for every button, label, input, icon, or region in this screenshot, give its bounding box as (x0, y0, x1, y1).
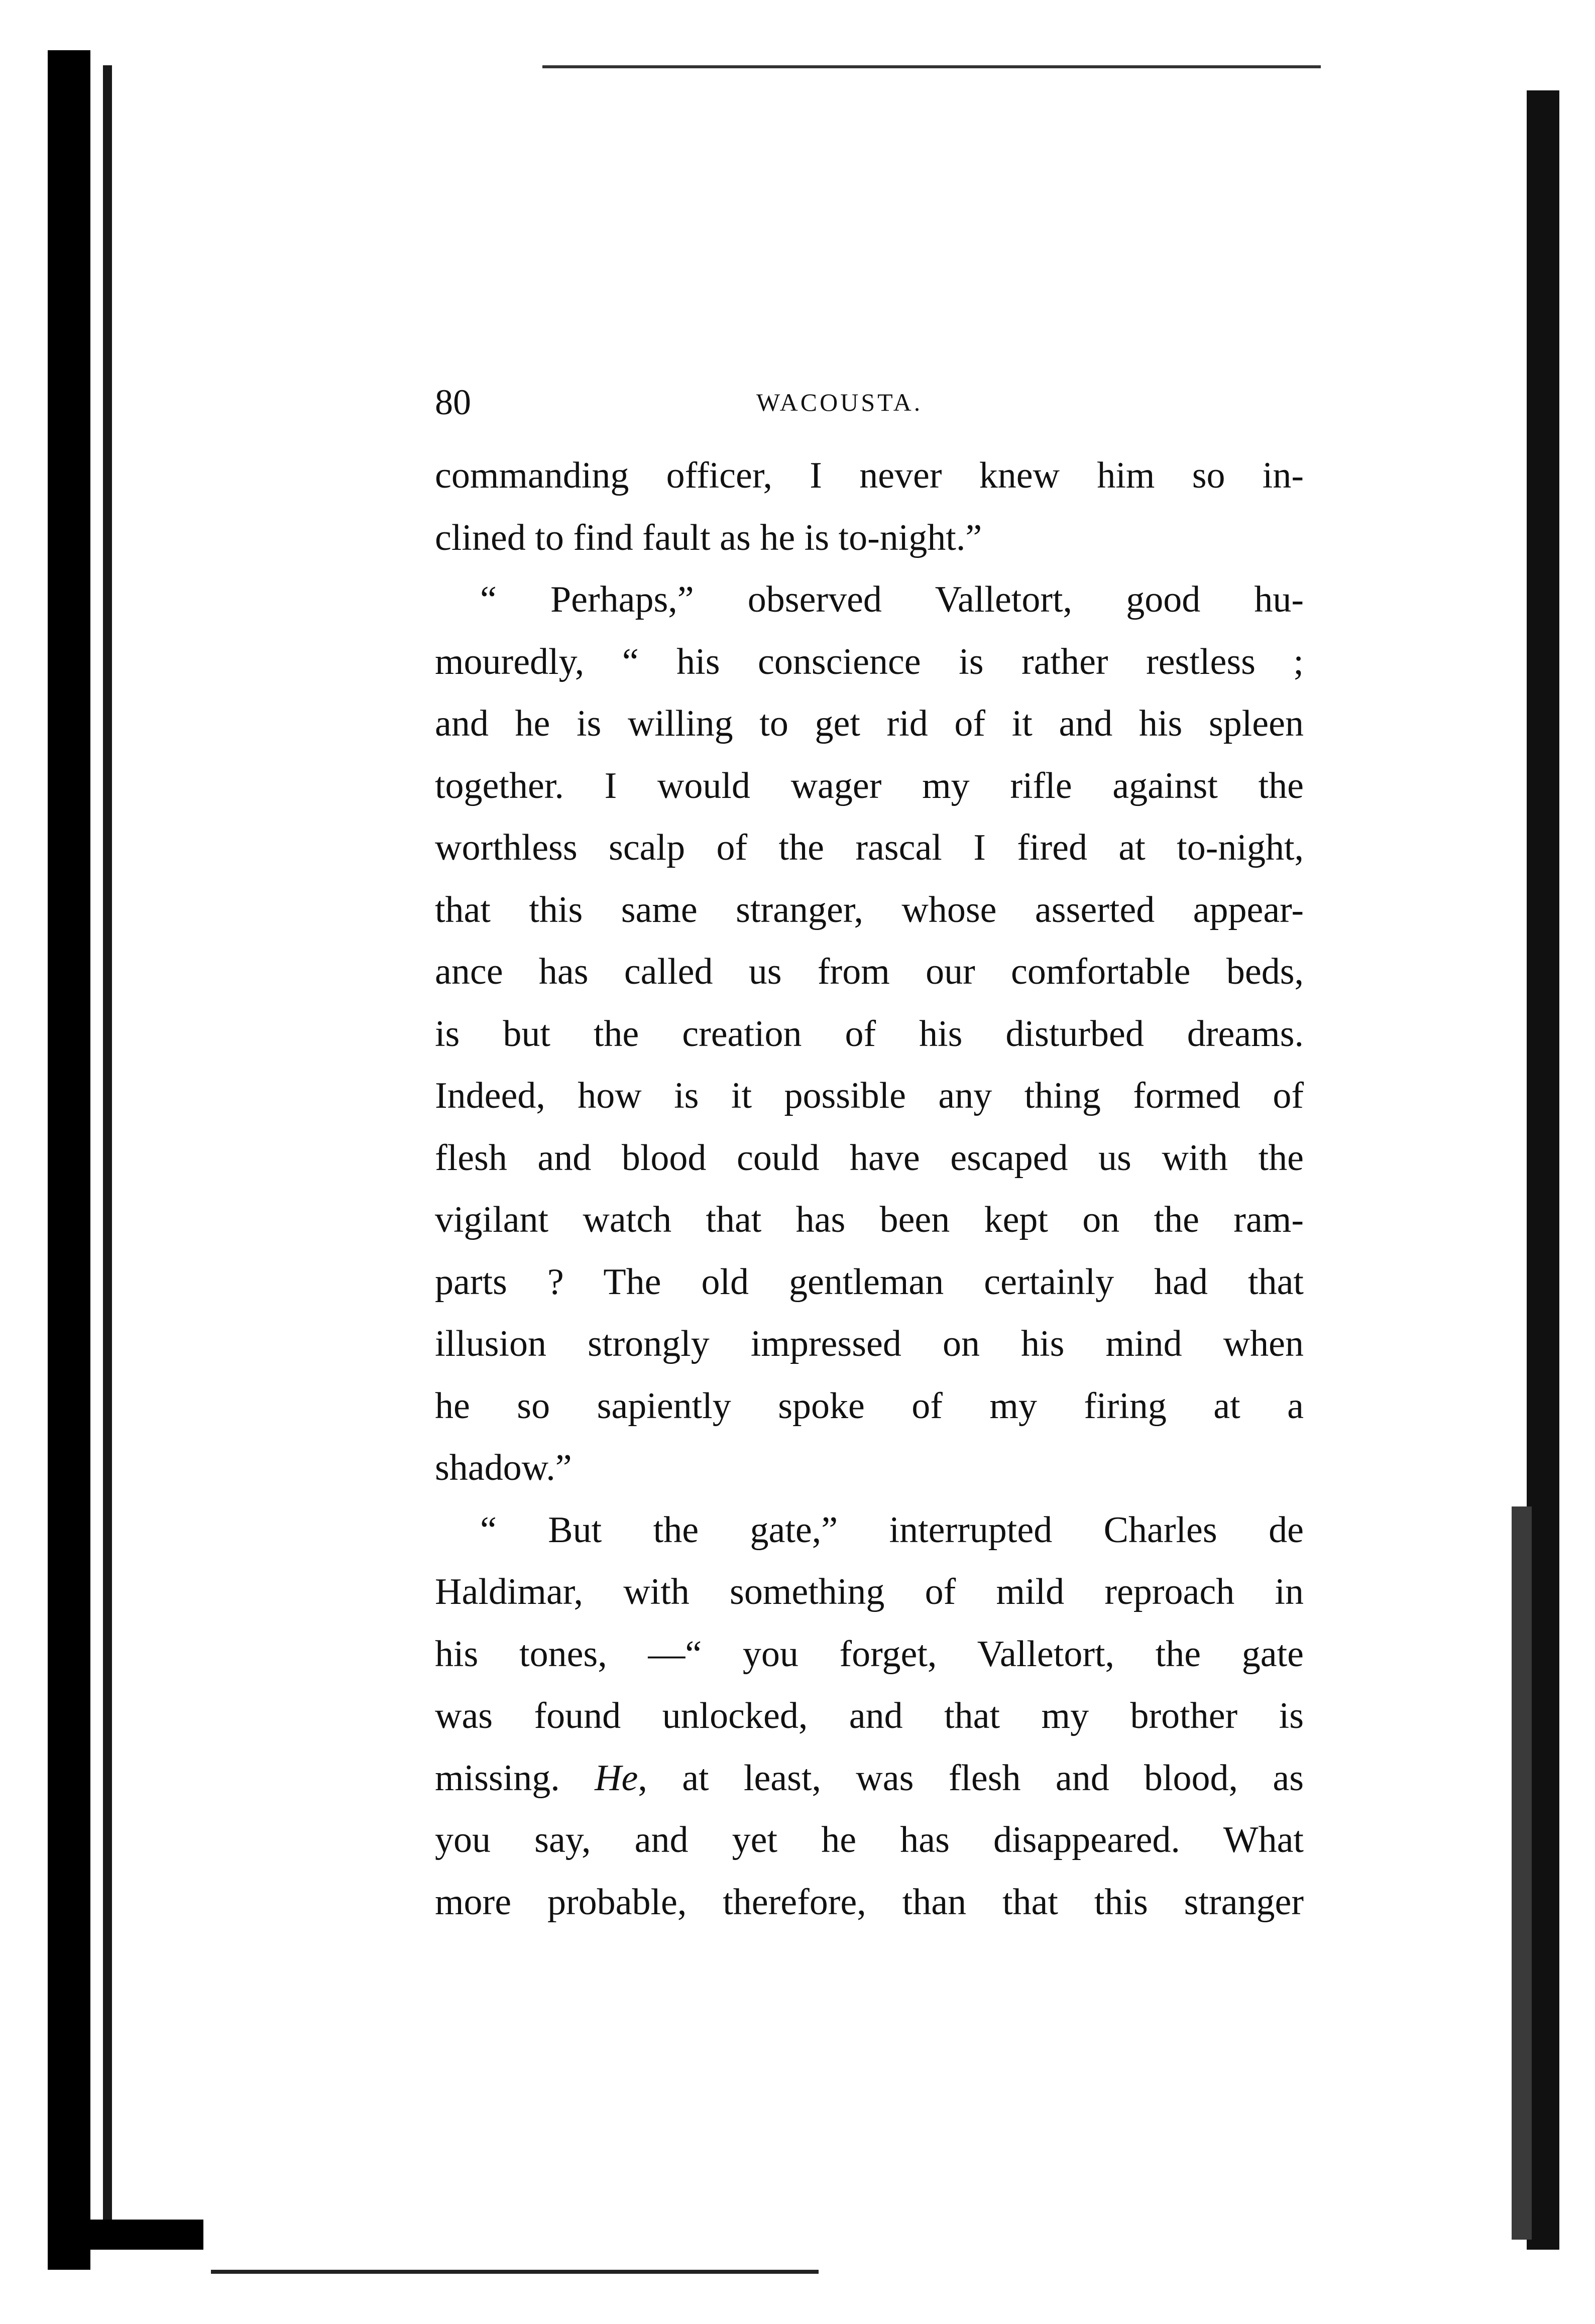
text-line: clined to find fault as he is to-night.” (435, 517, 982, 558)
text-line: vigilant watch that has been kept on the ram- (435, 1199, 1304, 1240)
page-text-block (435, 380, 1304, 1933)
scan-edge-right-speckle (1512, 1506, 1532, 2240)
text-line: his tones, —“ you forget, Valletort, the gate (435, 1633, 1304, 1675)
text-line: worthless scalp of the rascal I fired at to-night, (435, 827, 1304, 868)
bottom-left-mark (48, 2220, 203, 2250)
text-line: Indeed, how is it possible any thing formed of (435, 1075, 1304, 1116)
scan-edge-left (48, 50, 90, 2270)
text-line: “ But the gate,” interrupted Charles de (480, 1509, 1304, 1551)
text-line: is but the creation of his disturbed dreams. (435, 1013, 1304, 1055)
page-number: 80 (435, 382, 471, 422)
bottom-rule (211, 2270, 819, 2274)
text-line-mixed (435, 1748, 1304, 1810)
text-line: parts ? The old gentleman certainly had that (435, 1261, 1304, 1303)
italic-word: He (595, 1757, 638, 1799)
text-fragment: , at least, was flesh and blood, as (638, 1757, 1304, 1799)
text-line: “ Perhaps,” observed Valletort, good hu- (480, 579, 1304, 620)
text-line: he so sapiently spoke of my firing at a (435, 1385, 1304, 1427)
text-line: together. I would wager my rifle against the (435, 765, 1304, 806)
text-fragment: missing. (435, 1757, 560, 1799)
text-line: flesh and blood could have escaped us with the (435, 1137, 1304, 1179)
text-line: ance has called us from our comfortable beds, (435, 951, 1304, 992)
text-line: more probable, therefore, than that this stranger (435, 1881, 1304, 1923)
text-line: that this same stranger, whose asserted appear- (435, 889, 1304, 931)
top-rule (542, 65, 1321, 68)
text-line: mouredly, “ his conscience is rather restless ; (435, 641, 1304, 682)
text-line: illusion strongly impressed on his mind when (435, 1323, 1304, 1364)
running-title: WACOUSTA. (756, 388, 923, 416)
text-line: you say, and yet he has disappeared. What (435, 1819, 1304, 1861)
running-head (435, 380, 1304, 425)
body-paragraphs (435, 445, 1304, 1933)
text-line: was found unlocked, and that my brother is (435, 1695, 1304, 1736)
text-line: commanding officer, I never knew him so in- (435, 455, 1304, 496)
scan-edge-left-inner (103, 65, 112, 2250)
text-line: shadow.” (435, 1447, 572, 1488)
text-line: and he is willing to get rid of it and his spleen (435, 703, 1304, 744)
text-line: Haldimar, with something of mild reproach in (435, 1571, 1304, 1612)
